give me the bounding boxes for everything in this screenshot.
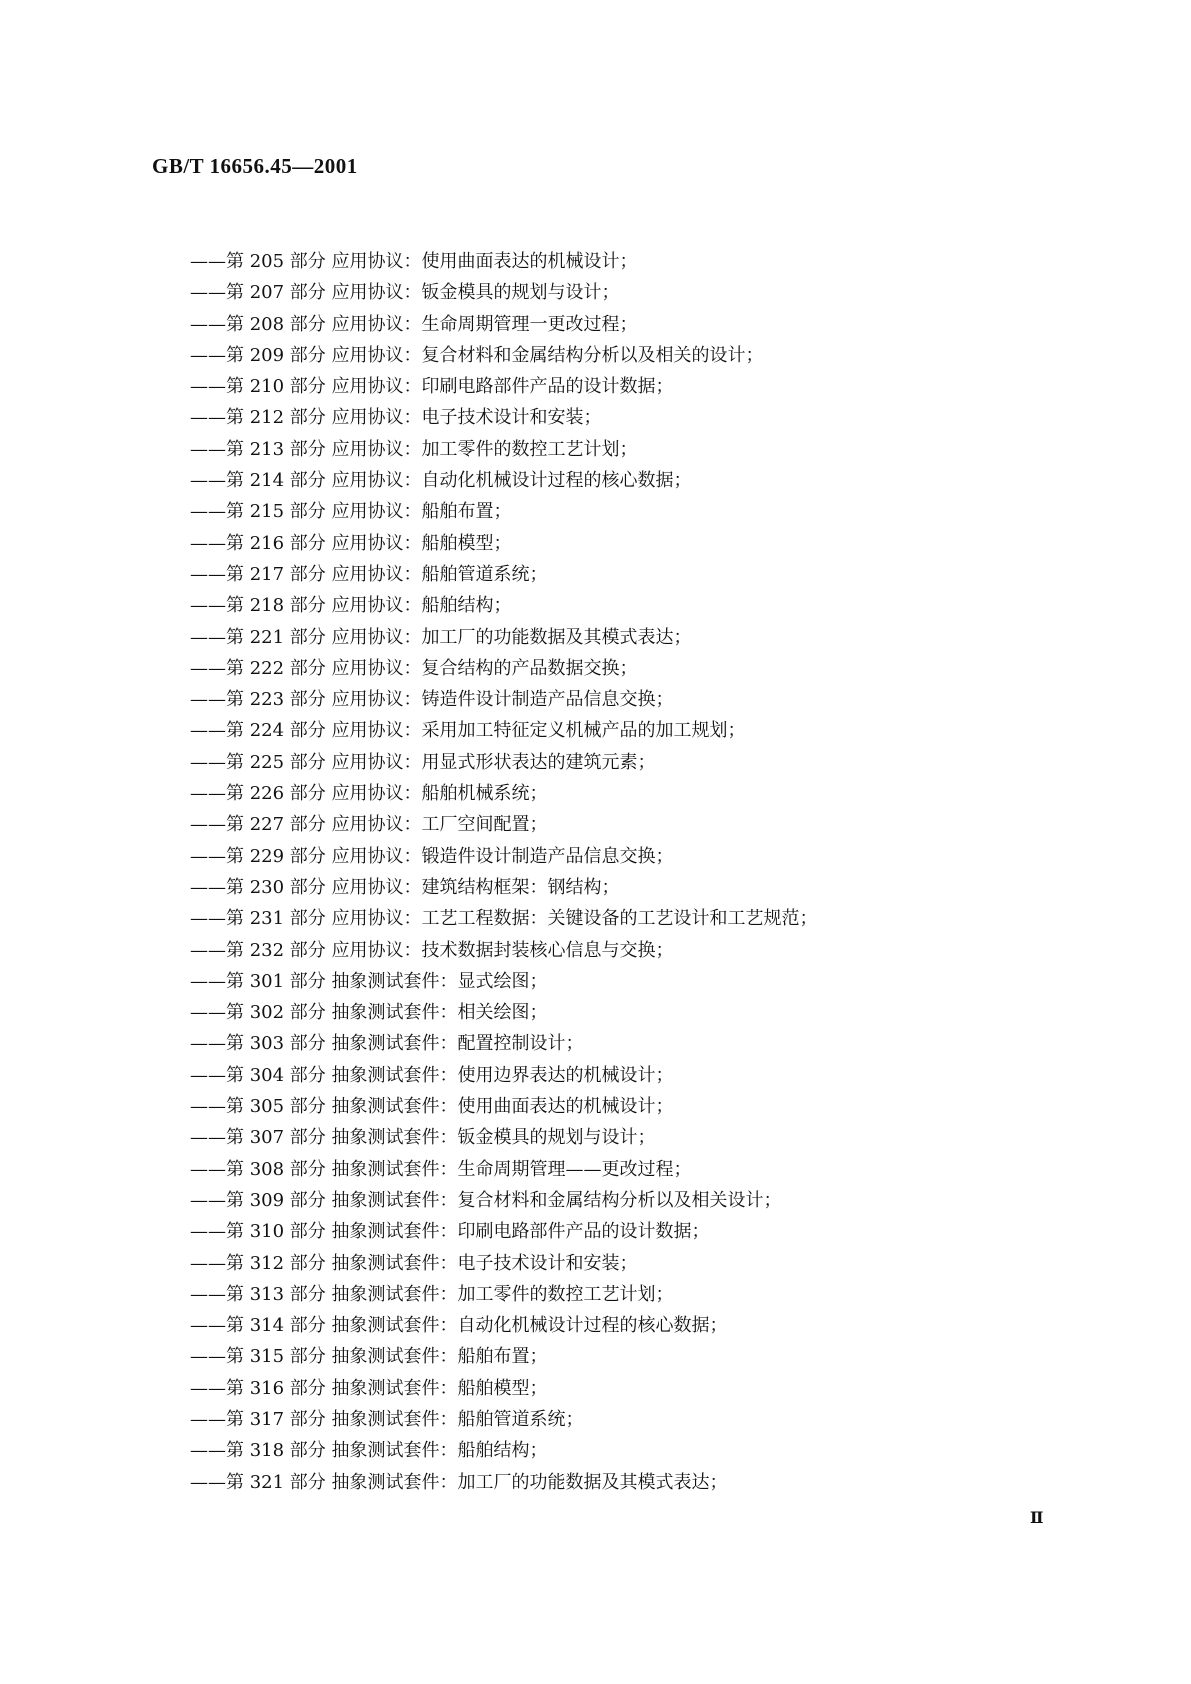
- part-list-item: ——第 214 部分 应用协议：自动化机械设计过程的核心数据；: [190, 470, 692, 492]
- part-list-item: ——第 321 部分 抽象测试套件：加工厂的功能数据及其模式表达；: [190, 1471, 728, 1493]
- part-list-item: ——第 310 部分 抽象测试套件：印刷电路部件产品的设计数据；: [190, 1221, 710, 1243]
- part-list-item: ——第 221 部分 应用协议：加工厂的功能数据及其模式表达；: [190, 626, 692, 648]
- part-list-item: ——第 317 部分 抽象测试套件：船舶管道系统；: [190, 1408, 584, 1430]
- part-list-item: ——第 309 部分 抽象测试套件：复合材料和金属结构分析以及相关设计；: [190, 1189, 782, 1211]
- part-list-item: ——第 208 部分 应用协议：生命周期管理一更改过程；: [190, 313, 638, 335]
- part-list-item: ——第 318 部分 抽象测试套件：船舶结构；: [190, 1440, 548, 1462]
- part-list-item: ——第 222 部分 应用协议：复合结构的产品数据交换；: [190, 657, 638, 679]
- part-list-item: ——第 308 部分 抽象测试套件：生命周期管理——更改过程；: [190, 1158, 692, 1180]
- standard-number-header: GB/T 16656.45—2001: [152, 154, 358, 178]
- part-list-item: ——第 215 部分 应用协议：船舶布置；: [190, 501, 512, 523]
- part-list-item: ——第 212 部分 应用协议：电子技术设计和安装；: [190, 407, 602, 429]
- part-list-item: ——第 223 部分 应用协议：铸造件设计制造产品信息交换；: [190, 689, 674, 711]
- part-list-item: ——第 301 部分 抽象测试套件：显式绘图；: [190, 970, 548, 992]
- part-list-item: ——第 312 部分 抽象测试套件：电子技术设计和安装；: [190, 1252, 638, 1274]
- part-list-item: ——第 225 部分 应用协议：用显式形状表达的建筑元素；: [190, 751, 656, 773]
- part-list-item: ——第 316 部分 抽象测试套件：船舶模型；: [190, 1377, 548, 1399]
- part-list-item: ——第 314 部分 抽象测试套件：自动化机械设计过程的核心数据；: [190, 1315, 728, 1337]
- part-list-item: ——第 303 部分 抽象测试套件：配置控制设计；: [190, 1033, 584, 1055]
- page-number: Ⅱ: [1030, 1510, 1044, 1527]
- part-list-item: ——第 230 部分 应用协议：建筑结构框架：钢结构；: [190, 876, 620, 898]
- part-list-item: ——第 232 部分 应用协议：技术数据封装核心信息与交换；: [190, 939, 674, 961]
- part-list-item: ——第 217 部分 应用协议：船舶管道系统；: [190, 563, 548, 585]
- part-list-item: ——第 313 部分 抽象测试套件：加工零件的数控工艺计划；: [190, 1283, 674, 1305]
- part-list-item: ——第 218 部分 应用协议：船舶结构；: [190, 595, 512, 617]
- part-list-item: ——第 315 部分 抽象测试套件：船舶布置；: [190, 1346, 548, 1368]
- part-list-item: ——第 302 部分 抽象测试套件：相关绘图；: [190, 1002, 548, 1024]
- part-list-item: ——第 209 部分 应用协议：复合材料和金属结构分析以及相关的设计；: [190, 344, 764, 366]
- part-list-item: ——第 205 部分 应用协议：使用曲面表达的机械设计；: [190, 251, 638, 272]
- part-list-item: ——第 226 部分 应用协议：船舶机械系统；: [190, 783, 548, 805]
- part-list-item: ——第 305 部分 抽象测试套件：使用曲面表达的机械设计；: [190, 1096, 674, 1118]
- part-list-item: ——第 231 部分 应用协议：工艺工程数据：关键设备的工艺设计和工艺规范；: [190, 908, 818, 930]
- part-list-item: ——第 207 部分 应用协议：钣金模具的规划与设计；: [190, 282, 620, 304]
- part-list: [190, 246, 818, 1498]
- part-list-item: ——第 227 部分 应用协议：工厂空间配置；: [190, 814, 548, 836]
- part-list-item: ——第 229 部分 应用协议：锻造件设计制造产品信息交换；: [190, 845, 674, 867]
- part-list-item: ——第 213 部分 应用协议：加工零件的数控工艺计划；: [190, 438, 638, 460]
- part-list-item: ——第 216 部分 应用协议：船舶模型；: [190, 532, 512, 554]
- part-list-item: ——第 224 部分 应用协议：采用加工特征定义机械产品的加工规划；: [190, 720, 746, 742]
- part-list-item: ——第 307 部分 抽象测试套件：钣金模具的规划与设计；: [190, 1127, 656, 1149]
- part-list-item: ——第 210 部分 应用协议：印刷电路部件产品的设计数据；: [190, 376, 674, 398]
- part-list-item: ——第 304 部分 抽象测试套件：使用边界表达的机械设计；: [190, 1064, 674, 1086]
